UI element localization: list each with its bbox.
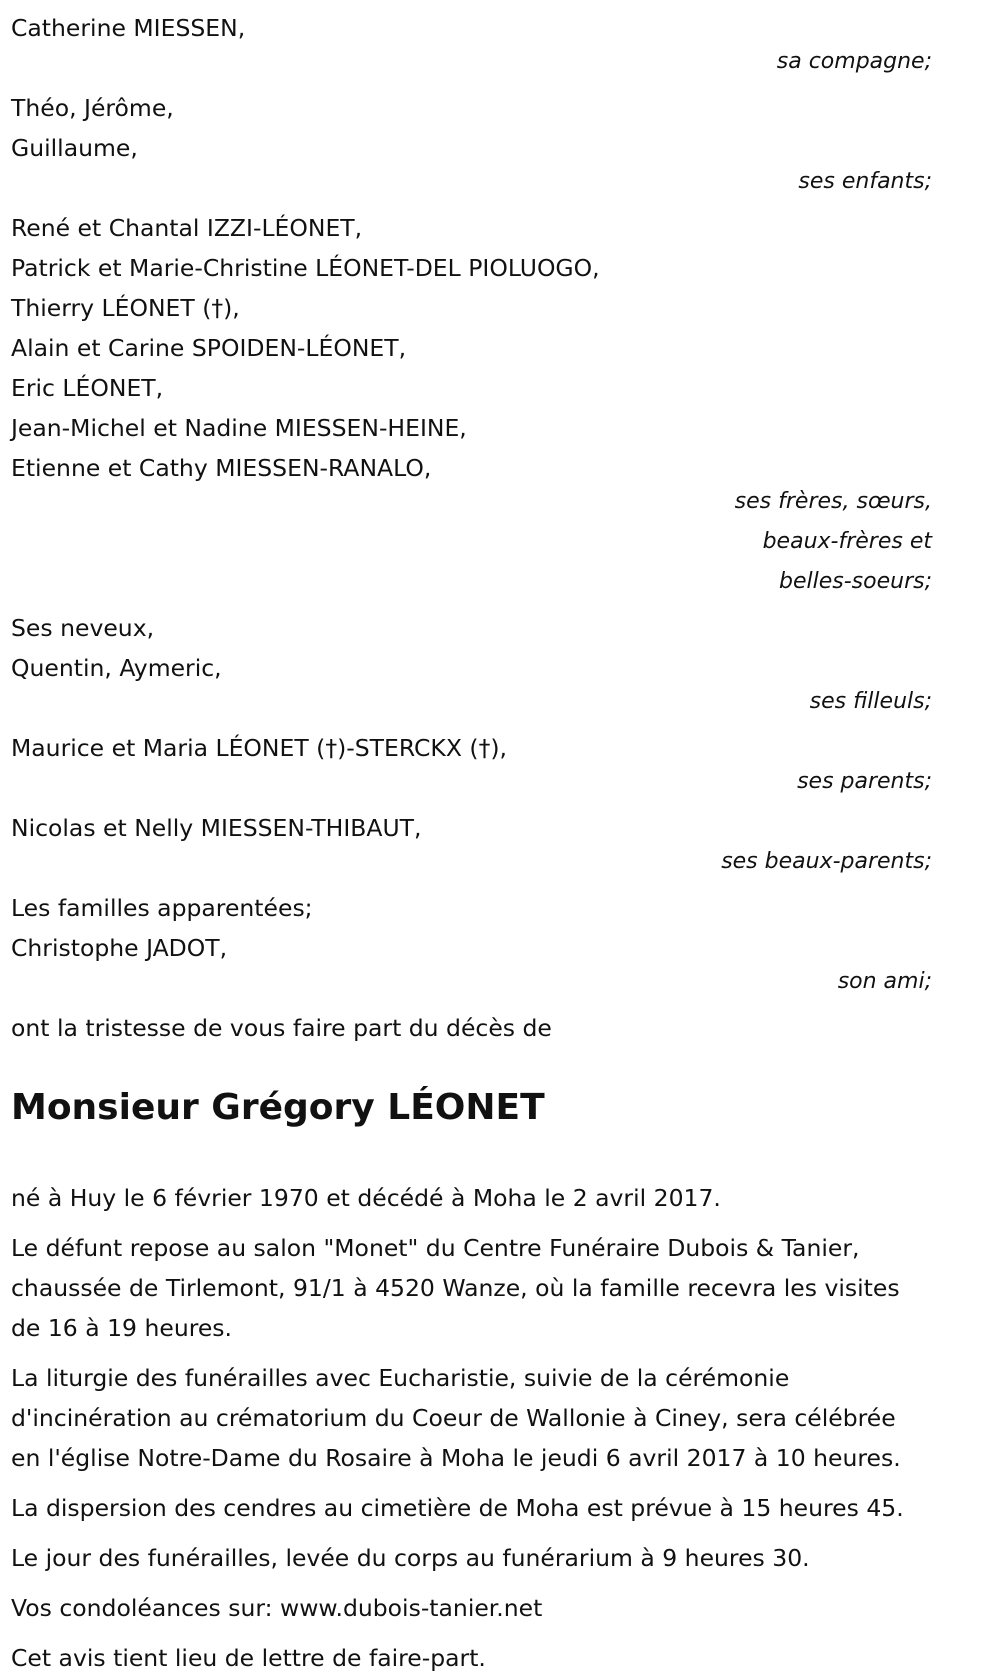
ash-dispersal-paragraph: La dispersion des cendres au cimetière de Moha est prévue à 15 heures 45. [11, 1494, 904, 1522]
family-group-godchildren [11, 608, 932, 722]
family-group-friend [11, 888, 932, 1002]
family-role: ses filleuls; [809, 689, 932, 714]
announcement-text: ont la tristesse de vous faire part du décès de [11, 1014, 552, 1042]
family-name-line: Ses neveux, [11, 614, 155, 642]
family-name-line: Nicolas et Nelly MIESSEN-THIBAUT, [11, 814, 422, 842]
family-group-partner [11, 8, 932, 82]
family-group-parents [11, 728, 932, 802]
condolences-paragraph: Vos condoléances sur: www.dubois-tanier.net [11, 1594, 543, 1622]
family-role: ses beaux-parents; [721, 849, 932, 874]
liturgy-paragraph: La liturgie des funérailles avec Eucharistie, suivie de la cérémonie d'incinération au crématorium du Coeur de Wallonie à Ciney, sera célébrée en l'église Notre-Dame du Rosaire à Moha le jeudi 6 avril 2017 à 10 heures. [11, 1364, 901, 1472]
family-group-parents-in-law [11, 808, 932, 882]
family-role: ses enfants; [798, 169, 932, 194]
family-role: ses parents; [797, 769, 932, 794]
family-name-line: Théo, Jérôme, [11, 94, 174, 122]
family-role: son ami; [837, 969, 932, 994]
visitation-paragraph: Le défunt repose au salon "Monet" du Centre Funéraire Dubois & Tanier, chaussée de Tirlemont, 91/1 à 4520 Wanze, où la famille recevra les visites de 16 à 19 heures. [11, 1234, 900, 1342]
family-group-children [11, 88, 932, 202]
family-role [11, 482, 932, 602]
family-name-line: René et Chantal IZZI-LÉONET, [11, 214, 363, 242]
family-name-line: Guillaume, [11, 134, 138, 162]
family-name-line: Christophe JADOT, [11, 934, 228, 962]
family-name-line: Alain et Carine SPOIDEN-LÉONET, [11, 334, 407, 362]
family-role-line: belles-soeurs; [779, 569, 932, 594]
family-name-line: Catherine MIESSEN, [11, 14, 246, 42]
family-name-line: Maurice et Maria LÉONET (†)-STERCKX (†), [11, 734, 507, 762]
family-role: sa compagne; [776, 49, 932, 74]
family-role-line: ses frères, sœurs, [734, 489, 932, 514]
deceased-name: Monsieur Grégory LÉONET [11, 1087, 545, 1128]
family-group-siblings [11, 208, 932, 602]
family-name-line: Patrick et Marie-Christine LÉONET-DEL PIOLUOGO, [11, 254, 600, 282]
family-name-line: Thierry LÉONET (†), [11, 294, 240, 322]
family-role-line: beaux-frères et [762, 529, 932, 554]
removal-paragraph: Le jour des funérailles, levée du corps au funérarium à 9 heures 30. [11, 1544, 810, 1572]
family-name-line: Eric LÉONET, [11, 374, 164, 402]
notice-paragraph: Cet avis tient lieu de lettre de faire-part. [11, 1644, 486, 1672]
birth-death-paragraph: né à Huy le 6 février 1970 et décédé à Moha le 2 avril 2017. [11, 1184, 721, 1212]
family-name-line: Quentin, Aymeric, [11, 654, 222, 682]
family-name-line: Etienne et Cathy MIESSEN-RANALO, [11, 454, 432, 482]
family-name-line: Les familles apparentées; [11, 894, 313, 922]
family-name-line: Jean-Michel et Nadine MIESSEN-HEINE, [11, 414, 467, 442]
